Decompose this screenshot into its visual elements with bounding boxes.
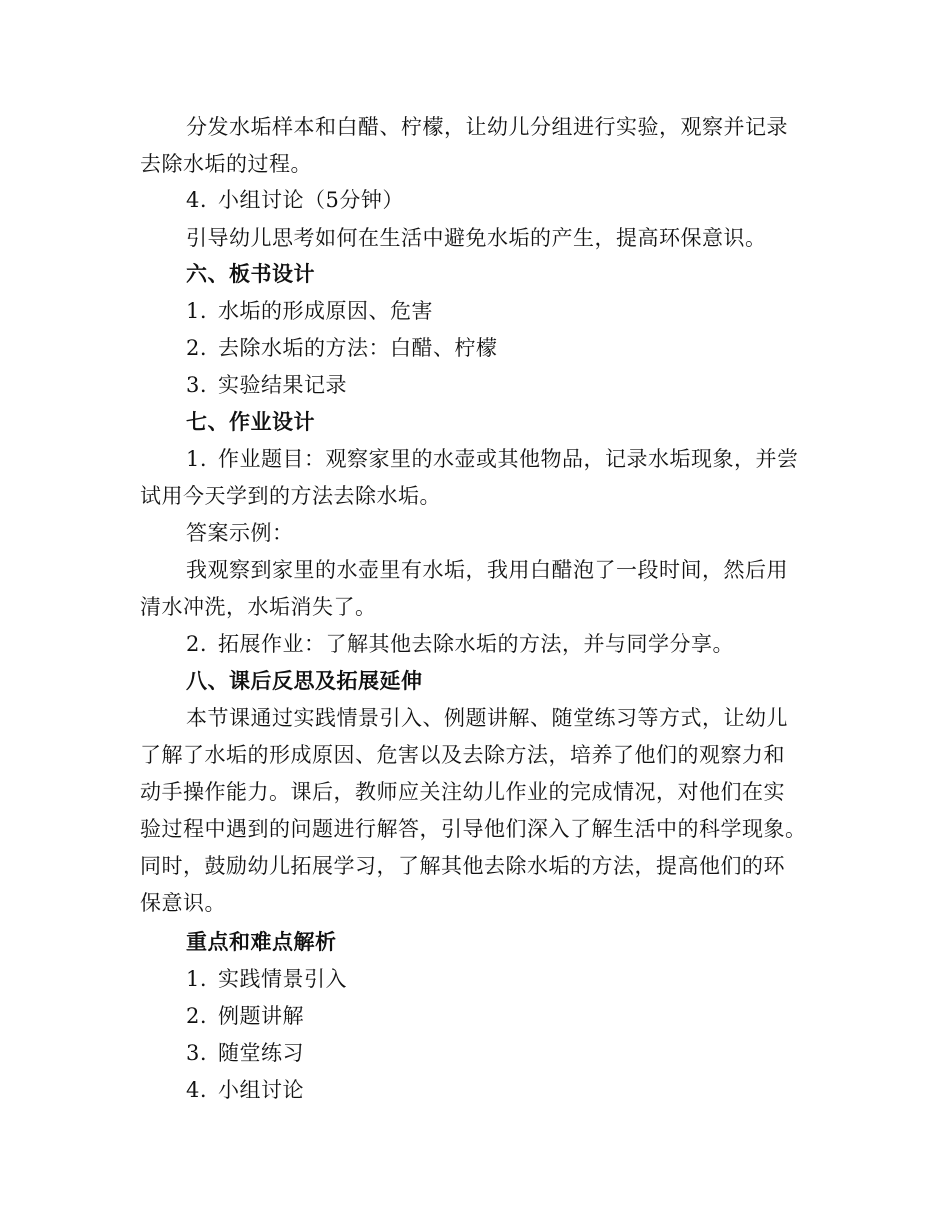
paragraph-line: 验过程中遇到的问题进行解答，引导他们深入了解生活中的科学现象。: [140, 817, 807, 841]
list-item: [186, 1002, 304, 1030]
section-heading: 八、课后反思及拓展延伸: [186, 668, 423, 693]
list-item: [186, 186, 404, 214]
section-heading: 重点和难点解析: [186, 929, 337, 954]
list-item-number: 1.: [186, 299, 208, 323]
paragraph-line: 清水冲洗，水垢消失了。: [140, 595, 377, 619]
list-item: [186, 334, 498, 362]
paragraph-line: 同时，鼓励幼儿拓展学习，了解其他去除水垢的方法，提高他们的环: [140, 854, 785, 878]
section-heading: 六、板书设计: [186, 261, 315, 286]
list-item-number: 2.: [186, 336, 208, 360]
list-item-text: 例题讲解: [218, 1004, 304, 1028]
list-item: [186, 297, 433, 325]
list-item: [186, 1076, 304, 1104]
list-item-text: 小组讨论（5分钟）: [218, 188, 404, 212]
list-item: [186, 630, 734, 658]
paragraph-line: 保意识。: [140, 891, 226, 915]
paragraph-line: 我观察到家里的水壶里有水垢，我用白醋泡了一段时间，然后用: [186, 558, 788, 582]
list-item-number: 2.: [186, 632, 208, 656]
list-item-text: 去除水垢的方法：白醋、柠檬: [218, 336, 498, 360]
paragraph-line: 本节课通过实践情景引入、例题讲解、随堂练习等方式，让幼儿: [186, 706, 788, 730]
paragraph-line: 答案示例：: [186, 521, 294, 545]
list-item-number: 4.: [186, 188, 208, 212]
list-item: [186, 371, 347, 399]
list-item-number: 1.: [186, 447, 208, 471]
paragraph-line: 分发水垢样本和白醋、柠檬，让幼儿分组进行实验，观察并记录: [186, 115, 788, 139]
list-item: [186, 445, 799, 473]
paragraph-line: 了解了水垢的形成原因、危害以及去除方法，培养了他们的观察力和: [140, 743, 785, 767]
list-item-text: 小组讨论: [218, 1078, 304, 1102]
section-heading: 七、作业设计: [186, 409, 315, 434]
list-item-number: 4.: [186, 1078, 208, 1102]
paragraph-line: 动手操作能力。课后，教师应关注幼儿作业的完成情况，对他们在实: [140, 780, 785, 804]
list-item-text: 水垢的形成原因、危害: [218, 299, 433, 323]
list-item-text: 实践情景引入: [218, 967, 347, 991]
list-item-number: 3.: [186, 373, 208, 397]
paragraph-line: 引导幼儿思考如何在生活中避免水垢的产生，提高环保意识。: [186, 226, 767, 250]
list-item-number: 3.: [186, 1041, 208, 1065]
paragraph-line: 试用今天学到的方法去除水垢。: [140, 484, 441, 508]
list-item-text: 实验结果记录: [218, 373, 347, 397]
paragraph-line: 去除水垢的过程。: [140, 152, 312, 176]
list-item-number: 2.: [186, 1004, 208, 1028]
list-item: [186, 1039, 304, 1067]
list-item-number: 1.: [186, 967, 208, 991]
list-item-text: 拓展作业：了解其他去除水垢的方法，并与同学分享。: [218, 632, 734, 656]
list-item-text: 随堂练习: [218, 1041, 304, 1065]
list-item-text: 作业题目：观察家里的水壶或其他物品，记录水垢现象，并尝: [218, 447, 799, 471]
list-item: [186, 965, 347, 993]
